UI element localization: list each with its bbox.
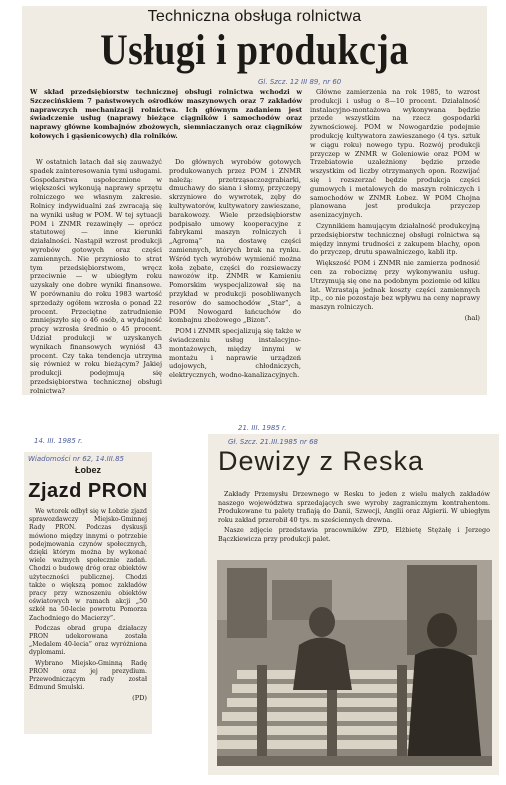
article-rubric: Techniczna obsługa rolnictwa bbox=[147, 8, 362, 25]
paragraph: We wtorek odbył się w Łobzie zjazd sprawozdawczy Miejsko-Gminnej Rady PRON. Podczas dyskusji mówiono między innymi o potrzebie podejmowania czynów społecznych, dzięki którym można by wykonać wiele ważnych społecznie zadań. Chodzi o budowę dróg oraz obiektów użyteczności publicznej. Chodzi także o większą pomoc zakładów pracy przy wznoszeniu obiektów oświatowych w ramach akcji „50 szkół na 50-lecie powrotu Pomorza Zachodniego do Macierzy”. bbox=[29, 508, 147, 622]
article-dewizy-z-reska bbox=[208, 434, 499, 775]
paragraph: Wybrano Miejsko-Gminną Radę PRON oraz jej prezydium. Przewodniczącym rady został Edmund Smulski. bbox=[29, 659, 147, 692]
photo-workers-pallets bbox=[217, 560, 492, 766]
paragraph: Większość POM i ZNMR nie zamierza podnosić cen za robociznę przy wykonywaniu usług. Utrzymują się one na podobnym poziomie od kilku lat. Wzrastają jednak koszty części zamiennych itp., co nie pozostaje bez wpływu na ceny naprawy maszyn rolniczych. bbox=[310, 259, 480, 312]
signature: (hal) bbox=[464, 313, 480, 322]
article-lead: W skład przedsiębiorstw technicznej obsługi rolnictwa wchodzi w Szczecińskiem 7 państwowych ośrodków maszynowych oraz 7 zakładów naprawczych mechanizacji rolnictwa. Ich głównym zadaniem jest świadczenie usług (naprawy bieżące ciągników i samochodów oraz naprawy główne kombajnów zbożowych, siemniaczanych oraz ciągników kołowych i gąsienicowych) dla rolników. bbox=[30, 88, 302, 140]
photo-image bbox=[217, 560, 492, 766]
paragraph: Do głównych wyrobów gotowych produkowanych przez POM i ZNMR należą: przetrząsaczozgrabiarki, dmuchawy do siana i słomy, przyczepy skrzyniowe do wywrotek, zęby do kultywatorów, kultywatory zawieszane, barakowozy. Wiele przedsiębiorstw podpisało umowy kooperacyjne z fabrykami maszyn rolniczych i „Agromą” na dostawę części zamiennych, których brak na rynku. Wśród tych wyrobów wymienić można koła zębate, części do rozsiewaczy nawozów itp. ZNMR w Kamieniu Pomorskim wyspecjalizował się na przykład w produkcji posobliwanych resorów do samochodów „Star”, a POM Nowogard łańcuchów do kombajnu zbożowego „Bizon”. bbox=[169, 158, 301, 325]
article-uslugi-i-produkcja bbox=[22, 6, 487, 395]
article-title: Zjazd PRON bbox=[28, 480, 148, 502]
column-2 bbox=[169, 158, 301, 382]
handwritten-date: 14. III. 1985 r. bbox=[34, 437, 83, 445]
article-title: Dewizy z Reska bbox=[218, 446, 425, 476]
handwritten-note: Wiadomości nr 62, 14.III.85 bbox=[28, 455, 125, 463]
column-3 bbox=[310, 88, 480, 323]
handwritten-date: 21. III. 1985 r. bbox=[238, 424, 287, 432]
handwritten-note: Gł. Szcz. 21.III.1985 nr 68 bbox=[228, 438, 319, 446]
paragraph: Czynnikiem hamującym działalność produkcyjną przedsiębiorstw technicznej obsługi rolnictwa są między innymi trudności z zakupem blachy, opon do przyczep, drutu spawalniczego, kabli itp. bbox=[310, 221, 480, 257]
paragraph: POM i ZNMR specjalizują się także w świadczeniu usług instalacyjno-montażowych, między innymi w montażu i naprawie urządzeń udojowych, chłodniczych, elektrycznych, wodno-kanalizacyjnych. bbox=[169, 327, 301, 380]
article-body bbox=[218, 490, 490, 545]
paragraph: W ostatnich latach dał się zauważyć spadek zainteresowania tymi usługami. Gospodarstwa uspołecznione w większości wykonują naprawy sprzętu rolniczego we własnym zakresie. Rolnicy indywidualni zaś zwracają się na wyniki usług w POM. W tej sytuacji POM i ZNMR rezawinęły — oprócz statutowej — inne kierunki działalności. Nastąpił wzrost produkcji wyrobów gotowych oraz części zamiennych. Nie przyniosło to strat tym przedsiębiorstwom, wręcz przeciwnie — w ubiegłym roku uzyskały one dobre wyniki finansowe. W porównaniu do roku 1983 wartość sprzedaży ogółem wzrosła o ponad 22 procent. Przeciętne zatrudnienie zmniejszyło się o 46 osób, a wydajność pracy wzrosła średnio o 45 procent. Udział produkcji w uzyskanych wynikach finansowych wyniósł 43 procent. Czy taka tendencja utrzyma się również w roku bieżącym? Jakiej produkcji podejmują się przedsiębiorstwa technicznej obsługi rolnictwa? bbox=[30, 158, 162, 395]
paragraph: Główne zamierzenia na rok 1985, to wzrost produkcji i usług o 8—10 procent. Działalność instalacyjno-montażowa wykonywana będzie przede wszystkim na rzecz gospodarki żywnościowej. POM w Nowogardzie podejmie produkcję kultywatora zawieszanego (4 tys. sztuk w ciągu roku) nowego typu. Rozwój produkcji przyczep w ZNMR w Goleniowie oraz POM w Trzebiatowie uzależniony będzie przede wszystkim od liczby otrzymanych opon. Rozwijać się i rozszerzać będzie produkcja części gumowych i metalowych do maszyn rolniczych i samochodów w ZNMR Łobez. W POM Chojna planowana jest produkcja przyczep asenizacyjnych. bbox=[310, 88, 480, 220]
article-town: Łobez bbox=[75, 465, 101, 475]
column-1 bbox=[30, 158, 162, 395]
article-title: Usługi i produkcja bbox=[100, 26, 409, 75]
article-body bbox=[29, 508, 147, 703]
photo-caption: Nasze zdjęcie przedstawia pracowników ZPD, Elżbietę Stężałę i Jerzego Bączkiewicza przy produkcji palet. bbox=[218, 526, 490, 543]
signature: (PD) bbox=[132, 694, 147, 703]
paragraph: Podczas obrad grupa działaczy PRON udekorowana została „Medalem 40-lecia” oraz wyróżniona dyplomami. bbox=[29, 624, 147, 657]
paragraph: Zakłady Przemysłu Drzewnego w Resku to jeden z wielu małych zakładów naszego województwa sprzedających swe wyroby zagranicznym kontrahentom. Produkowane tu palety trafiają do Danii, Szwecji, Anglii oraz Algierii. W ubiegłym roku zakład przerobił 40 tys. m sześciennych drewna. bbox=[218, 490, 490, 524]
handwritten-note: Gl. Szcz. 12 III 89, nr 60 bbox=[258, 78, 342, 86]
article-zjazd-pron bbox=[24, 452, 152, 734]
